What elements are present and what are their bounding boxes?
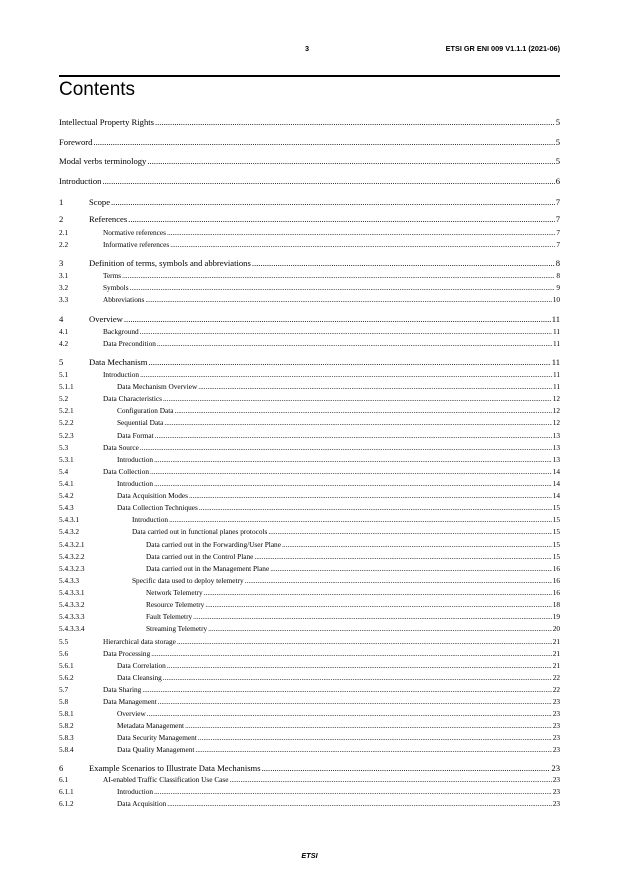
toc-dot-leader [154,455,552,464]
toc-entry[interactable] [59,673,560,682]
header-page-number: 3 [305,44,310,53]
toc-entry-number: 5.6 [59,649,69,658]
toc-entry-page: 23 [552,733,560,742]
toc-entry[interactable] [59,697,560,706]
toc-entry-title: Introduction [117,787,154,796]
toc-entry-page: 15 [552,503,560,512]
toc-entry-page: 12 [552,394,560,403]
toc-entry-title: Intellectual Property Rights [59,117,154,127]
toc-entry-page: 20 [552,624,560,633]
toc-dot-leader [111,197,555,207]
toc-entry-page: 23 [552,709,560,718]
toc-dot-leader [154,479,552,488]
toc-entry-number: 5.6.1 [59,661,74,670]
toc-entry-page: 16 [552,564,560,573]
toc-entry-title: Example Scenarios to Illustrate Data Mechanisms [89,763,261,773]
toc-entry-number: 5.4.3.2 [59,527,80,536]
toc-entry-title: Data carried out in the Control Plane [146,552,254,561]
toc-dot-leader [185,721,552,730]
toc-dot-leader [140,370,552,379]
toc-dot-leader [157,339,552,348]
toc-entry-page: 5 [555,137,560,147]
toc-entry-title: Data Acquisition Modes [117,491,188,500]
toc-entry-page: 11 [551,314,560,324]
toc-entry-number: 5.4.3 [59,503,74,512]
toc-entry[interactable] [59,357,560,367]
toc-entry-page: 7 [556,240,560,249]
toc-dot-leader [163,673,552,682]
toc-entry[interactable] [59,176,560,186]
toc-dot-leader [170,240,555,249]
toc-entry-page: 11 [552,339,560,348]
toc-entry[interactable] [59,382,560,391]
toc-entry[interactable] [59,327,560,336]
toc-entry-page: 23 [552,799,560,808]
toc-entry-number: 6 [59,763,64,773]
toc-entry[interactable] [59,733,560,742]
toc-entry-number: 5.4.1 [59,479,74,488]
toc-entry-number: 5.4.3.3 [59,576,80,585]
toc-entry-number: 5.2.2 [59,418,74,427]
toc-entry-page: 21 [552,637,560,646]
toc-entry-page: 12 [552,418,560,427]
toc-entry-number: 5.4.2 [59,491,74,500]
toc-entry-number: 5.6.2 [59,673,74,682]
toc-entry-title: Data Correlation [117,661,166,670]
toc-entry-title: Definition of terms, symbols and abbreviations [89,258,251,268]
toc-entry[interactable] [59,394,560,403]
toc-entry-title: Network Telemetry [146,588,203,597]
toc-entry-title: Introduction [132,515,169,524]
toc-entry-page: 23 [551,763,560,773]
toc-entry-page: 13 [552,443,560,452]
toc-entry[interactable] [59,479,560,488]
toc-dot-leader [208,624,552,633]
toc-entry-number: 3.1 [59,271,69,280]
toc-entry-title: Introduction [103,370,140,379]
toc-entry-title: AI-enabled Traffic Classification Use Case [103,775,229,784]
toc-entry-page: 6 [555,176,560,186]
toc-entry[interactable] [59,339,560,348]
toc-entry-number: 5.4.3.2.3 [59,564,85,573]
toc-entry[interactable] [59,540,560,549]
toc-entry-title: Data Source [103,443,139,452]
toc-entry-number: 3.3 [59,295,69,304]
toc-entry[interactable] [59,503,560,512]
toc-entry[interactable] [59,624,560,633]
toc-entry-page: 16 [552,588,560,597]
toc-dot-leader [142,685,551,694]
toc-entry-title: Abbreviations [103,295,145,304]
toc-entry[interactable] [59,576,560,585]
toc-entry[interactable] [59,787,560,796]
toc-entry[interactable] [59,799,560,808]
toc-dot-leader [164,418,551,427]
toc-entry-title: Data Precondition [103,339,156,348]
toc-entry[interactable] [59,443,560,452]
toc-entry-number: 5.8.4 [59,745,74,754]
toc-entry-number: 6.1.2 [59,799,74,808]
toc-entry-page: 5 [555,117,560,127]
toc-entry-number: 5.4.3.2.1 [59,540,85,549]
toc-entry-number: 5.4.3.3.3 [59,612,85,621]
toc-entry-title: Modal verbs terminology [59,156,147,166]
toc-entry-number: 5.2.3 [59,431,74,440]
toc-dot-leader [102,176,554,186]
toc-entry-title: Streaming Telemetry [146,624,208,633]
toc-dot-leader [198,382,552,391]
toc-entry-title: Introduction [117,479,154,488]
toc-dot-leader [122,271,555,280]
toc-dot-leader [124,314,551,324]
toc-entry[interactable] [59,775,560,784]
toc-dot-leader [195,745,551,754]
toc-dot-leader [130,283,556,292]
toc-entry-page: 11 [552,382,560,391]
toc-entry[interactable] [59,552,560,561]
toc-entry[interactable] [59,637,560,646]
toc-entry[interactable] [59,612,560,621]
toc-dot-leader [262,763,551,773]
toc-entry-number: 5.2 [59,394,69,403]
toc-entry-title: Sequential Data [117,418,164,427]
toc-entry-title: Data carried out in the Management Plane [146,564,270,573]
toc-dot-leader [147,156,554,166]
toc-entry-number: 5.4.3.3.1 [59,588,85,597]
toc-entry-number: 5.8.2 [59,721,74,730]
toc-entry-title: Data Security Management [117,733,197,742]
toc-entry-title: Data Cleansing [117,673,162,682]
toc-entry-page: 15 [552,552,560,561]
toc-dot-leader [155,117,555,127]
toc-entry-page: 23 [552,775,560,784]
toc-entry-title: Overview [89,314,123,324]
toc-dot-leader [175,406,552,415]
toc-dot-leader [205,600,551,609]
toc-entry-page: 23 [552,745,560,754]
toc-entry[interactable] [59,295,560,304]
toc-entry-number: 5.2.1 [59,406,74,415]
toc-entry-page: 21 [552,661,560,670]
toc-entry-page: 9 [556,283,560,292]
toc-entry-page: 16 [552,576,560,585]
toc-entry-page: 7 [555,197,560,207]
toc-dot-leader [167,799,551,808]
toc-entry-title: Background [103,327,139,336]
toc-entry-title: Data Management [103,697,157,706]
toc-entry-title: Configuration Data [117,406,174,415]
toc-entry[interactable] [59,314,560,324]
page-title: Contents [59,79,136,100]
toc-entry[interactable] [59,467,560,476]
toc-entry[interactable] [59,564,560,573]
toc-dot-leader [167,661,552,670]
toc-entry-number: 3 [59,258,64,268]
toc-dot-leader [167,228,555,237]
toc-entry-page: 18 [552,600,560,609]
toc-entry-number: 5.8.3 [59,733,74,742]
toc-dot-leader [148,357,550,367]
toc-entry-title: Data Acquisition [117,799,167,808]
toc-entry[interactable] [59,588,560,597]
toc-entry-page: 15 [552,527,560,536]
toc-entry-title: Data Mechanism [89,357,148,367]
toc-dot-leader [252,258,555,268]
toc-entry-title: Hierarchical data storage [103,637,176,646]
toc-entry-number: 2.1 [59,228,69,237]
toc-entry-page: 5 [555,156,560,166]
toc-entry[interactable] [59,685,560,694]
toc-entry-title: Data Format [117,431,154,440]
toc-entry-title: Terms [103,271,122,280]
toc-entry-title: Data carried out in the Forwarding/User Plane [146,540,281,549]
toc-entry-title: Resource Telemetry [146,600,205,609]
toc-entry-title: Data Collection [103,467,149,476]
toc-entry-page: 22 [552,685,560,694]
toc-dot-leader [154,787,552,796]
toc-entry-number: 5.5 [59,637,69,646]
toc-entry-title: Introduction [117,455,154,464]
toc-entry-title: Specific data used to deploy telemetry [132,576,244,585]
toc-entry-page: 23 [552,697,560,706]
toc-entry-title: Data carried out in functional planes protocols [132,527,268,536]
toc-entry-page: 15 [552,540,560,549]
toc-entry-page: 11 [552,370,560,379]
toc-dot-leader [204,588,552,597]
toc-entry-page: 12 [552,406,560,415]
toc-entry-page: 23 [552,721,560,730]
toc-entry-number: 5.7 [59,685,69,694]
toc-dot-leader [270,564,552,573]
toc-entry-number: 5.8.1 [59,709,74,718]
toc-entry-page: 14 [552,479,560,488]
toc-dot-leader [155,431,552,440]
toc-dot-leader [169,515,552,524]
toc-entry-number: 4.1 [59,327,69,336]
toc-dot-leader [198,733,552,742]
toc-entry[interactable] [59,258,560,268]
toc-entry-number: 5.4.3.3.4 [59,624,85,633]
toc-entry[interactable] [59,745,560,754]
toc-entry-page: 10 [552,295,560,304]
header-document-id: ETSI GR ENI 009 V1.1.1 (2021-06) [445,44,560,53]
toc-entry[interactable] [59,117,560,127]
toc-dot-leader [199,503,552,512]
toc-entry-number: 1 [59,197,64,207]
toc-dot-leader [189,491,552,500]
toc-entry-title: Metadata Management [117,721,185,730]
toc-dot-leader [282,540,552,549]
toc-entry-page: 8 [556,271,560,280]
toc-entry-number: 5.4.3.2.2 [59,552,85,561]
toc-entry[interactable] [59,661,560,670]
toc-entry[interactable] [59,156,560,166]
toc-entry-title: Foreword [59,137,93,147]
toc-entry[interactable] [59,491,560,500]
toc-entry[interactable] [59,228,560,237]
toc-entry-number: 3.2 [59,283,69,292]
toc-entry-number: 4.2 [59,339,69,348]
toc-entry-page: 11 [552,327,560,336]
toc-entry-page: 11 [551,357,560,367]
toc-entry-number: 4 [59,314,64,324]
toc-entry-number: 5.3 [59,443,69,452]
toc-entry-title: Fault Telemetry [146,612,193,621]
toc-entry[interactable] [59,240,560,249]
toc-dot-leader [147,709,552,718]
toc-entry[interactable] [59,406,560,415]
toc-entry-number: 5.4.3.3.2 [59,600,85,609]
toc-entry-number: 6.1 [59,775,69,784]
toc-entry-title: References [89,214,128,224]
toc-entry[interactable] [59,418,560,427]
toc-dot-leader [128,214,555,224]
toc-entry-number: 6.1.1 [59,787,74,796]
toc-entry-title: Data Characteristics [103,394,162,403]
toc-dot-leader [230,775,552,784]
toc-entry[interactable] [59,649,560,658]
toc-entry-title: Introduction [59,176,102,186]
toc-entry-title: Symbols [103,283,129,292]
toc-dot-leader [145,295,551,304]
toc-dot-leader [193,612,552,621]
toc-entry-page: 21 [552,649,560,658]
toc-dot-leader [163,394,552,403]
toc-entry-page: 19 [552,612,560,621]
toc-entry-number: 5.1 [59,370,69,379]
toc-entry[interactable] [59,370,560,379]
toc-entry-page: 13 [552,455,560,464]
toc-entry-page: 22 [552,673,560,682]
toc-entry[interactable] [59,214,560,224]
toc-entry-page: 15 [552,515,560,524]
toc-entry[interactable] [59,137,560,147]
footer-etsi: ETSI [301,851,318,860]
toc-dot-leader [151,649,551,658]
toc-entry-page: 14 [552,491,560,500]
toc-entry-title: Data Collection Techniques [117,503,198,512]
toc-dot-leader [140,443,552,452]
toc-entry-number: 5.4 [59,467,69,476]
toc-entry-page: 7 [556,228,560,237]
toc-entry-title: Data Sharing [103,685,142,694]
toc-entry-page: 7 [555,214,560,224]
toc-entry-page: 14 [552,467,560,476]
toc-dot-leader [140,327,552,336]
toc-dot-leader [93,137,554,147]
toc-entry-number: 2.2 [59,240,69,249]
toc-entry-number: 5.4.3.1 [59,515,80,524]
header-rule [59,75,560,77]
toc-entry-number: 5.8 [59,697,69,706]
toc-entry[interactable] [59,515,560,524]
toc-entry-title: Normative references [103,228,166,237]
toc-entry-page: 23 [552,787,560,796]
toc-dot-leader [268,527,551,536]
toc-entry-number: 5.3.1 [59,455,74,464]
toc-entry-page: 8 [555,258,560,268]
toc-entry-number: 5.1.1 [59,382,74,391]
toc-entry[interactable] [59,721,560,730]
toc-dot-leader [158,697,552,706]
toc-entry-title: Overview [117,709,146,718]
toc-entry[interactable] [59,527,560,536]
toc-entry-title: Data Quality Management [117,745,195,754]
toc-dot-leader [177,637,552,646]
toc-entry[interactable] [59,763,560,773]
toc-entry[interactable] [59,271,560,280]
toc-dot-leader [150,467,552,476]
toc-entry-number: 2 [59,214,64,224]
toc-entry-title: Data Processing [103,649,151,658]
toc-entry[interactable] [59,709,560,718]
toc-dot-leader [245,576,552,585]
toc-entry-number: 5 [59,357,64,367]
toc-entry-title: Data Mechanism Overview [117,382,198,391]
toc-dot-leader [254,552,551,561]
toc-entry[interactable] [59,455,560,464]
toc-entry[interactable] [59,197,560,207]
toc-entry[interactable] [59,283,560,292]
toc-entry[interactable] [59,600,560,609]
toc-entry[interactable] [59,431,560,440]
toc-entry-title: Informative references [103,240,170,249]
toc-entry-title: Scope [89,197,111,207]
toc-entry-page: 13 [552,431,560,440]
